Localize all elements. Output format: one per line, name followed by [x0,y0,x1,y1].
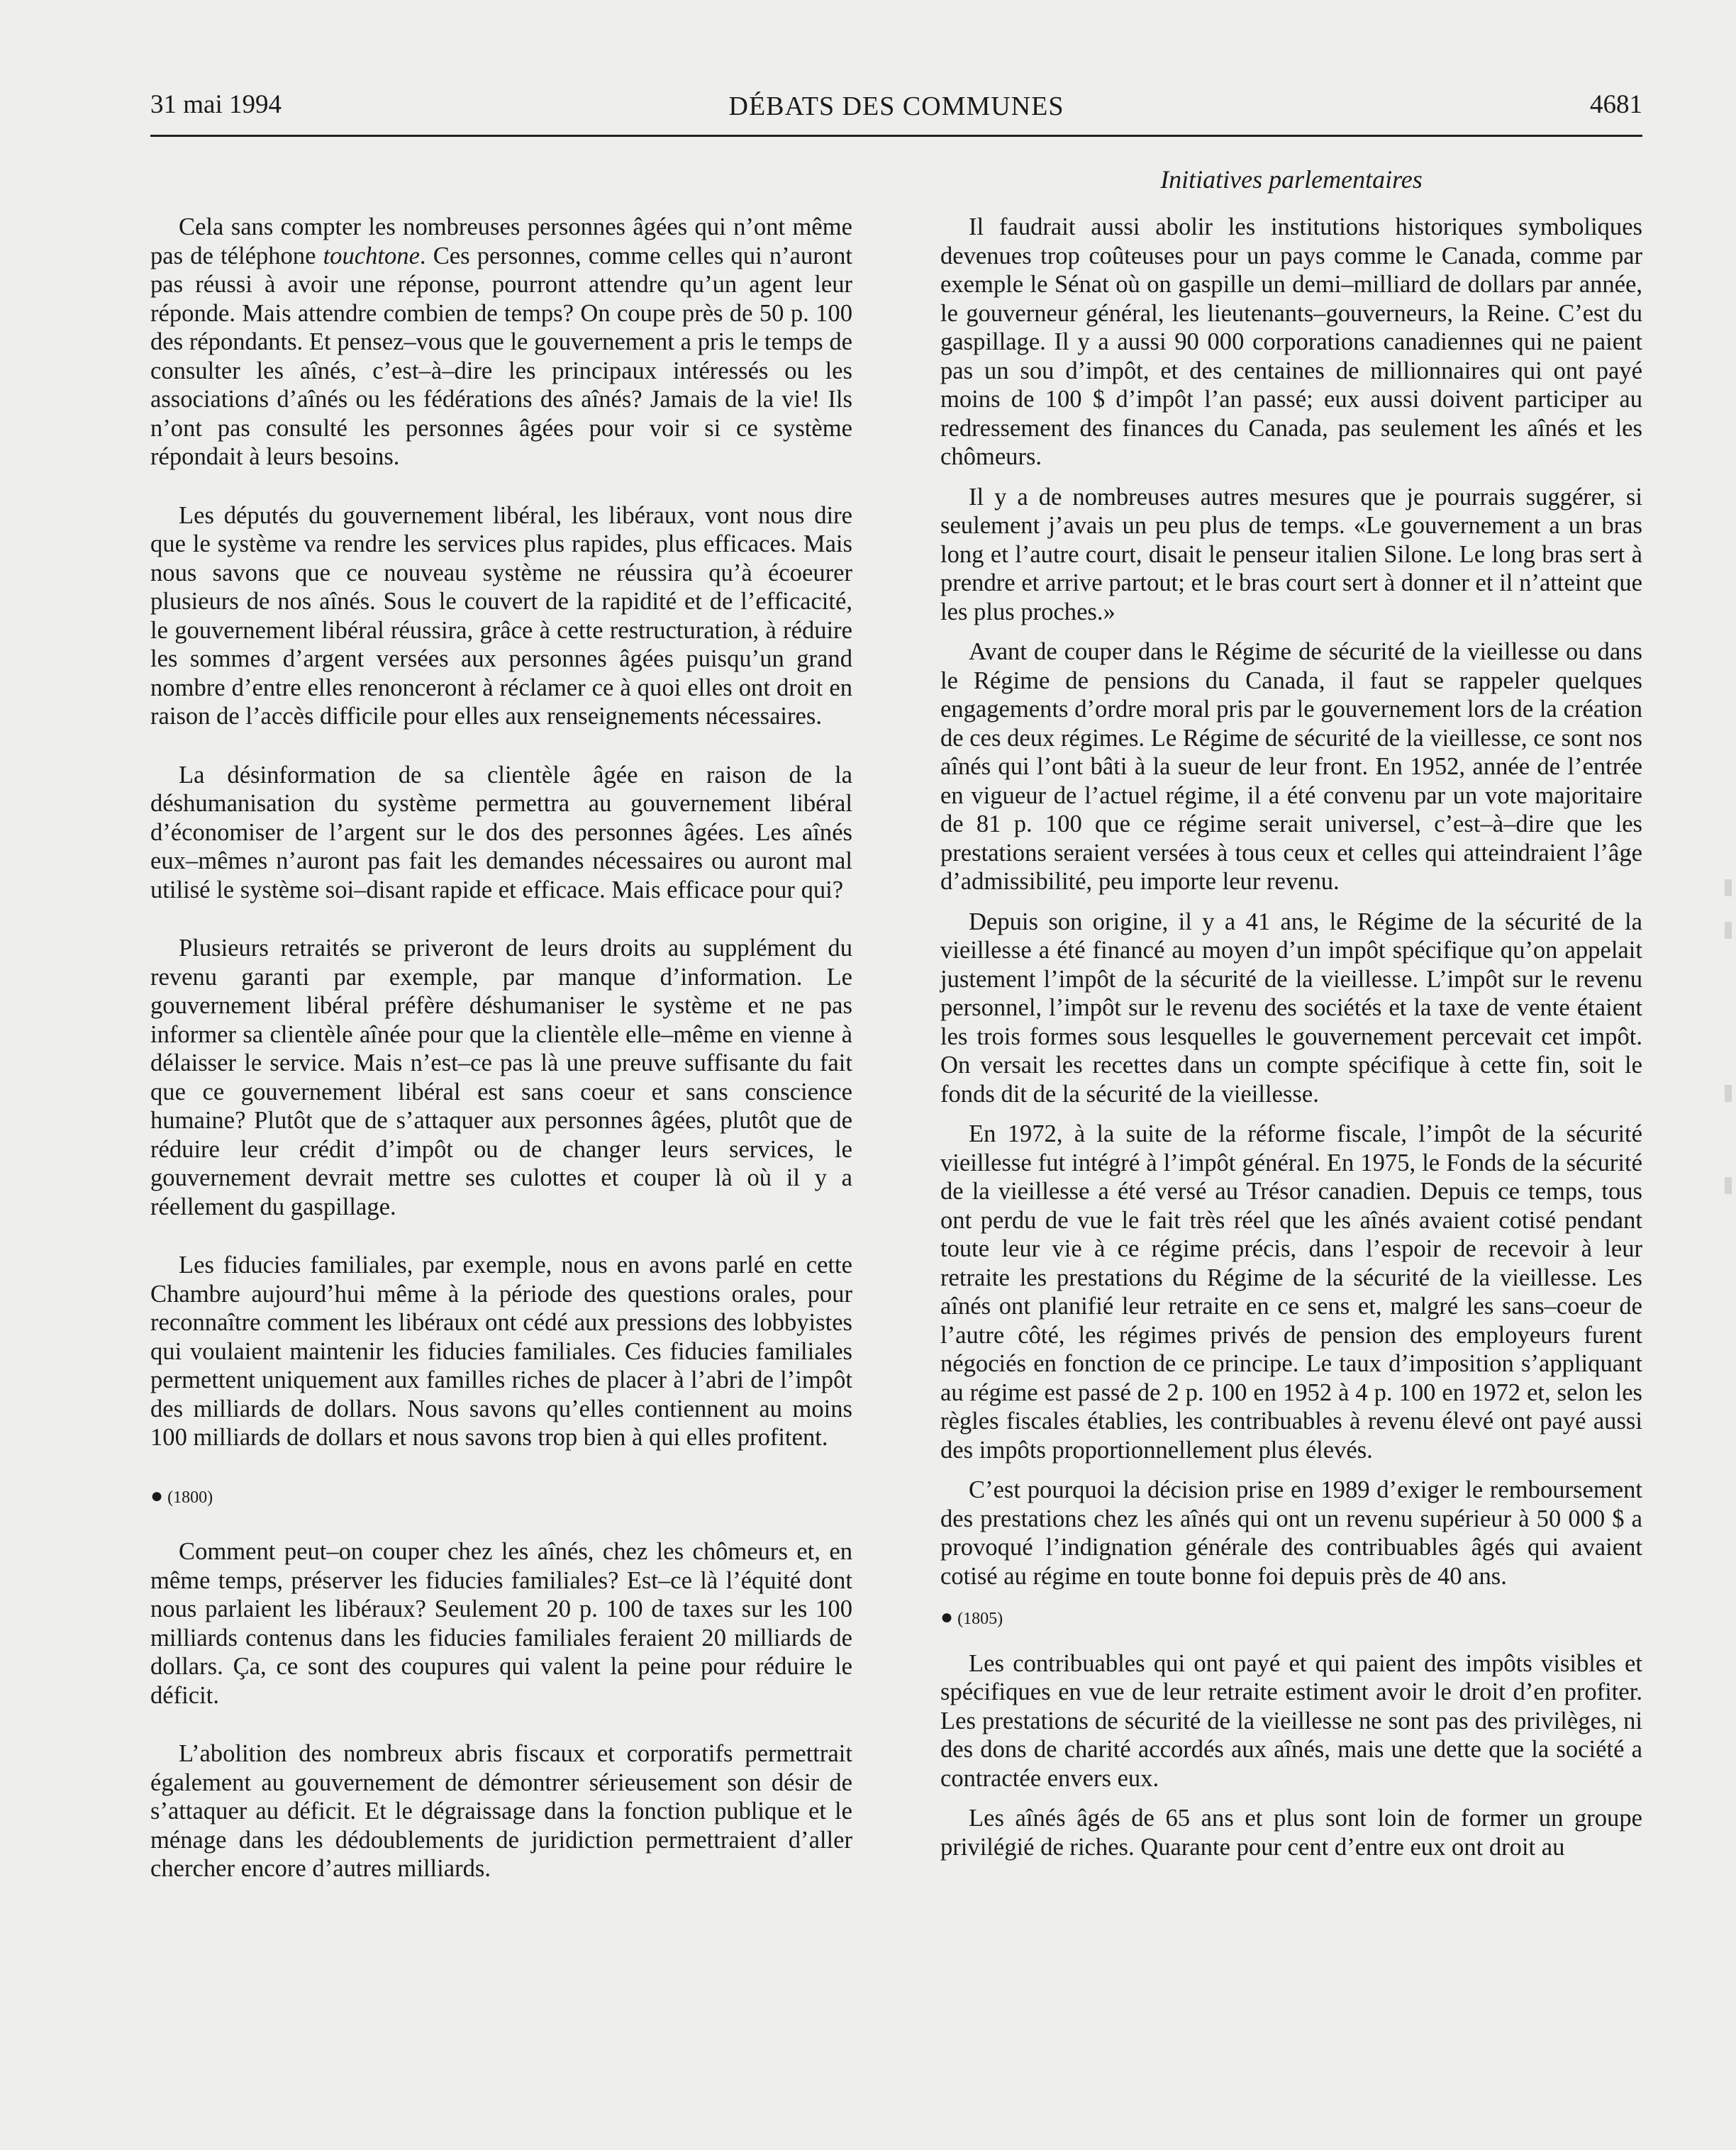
paragraph: Les aînés âgés de 65 ans et plus sont loin de former un groupe privilégié de riches. Quarante pour cent d’entre eux ont droit au [940,1805,1642,1861]
paragraph: La désinformation de sa clientèle âgée en raison de la déshumanisation du système permettra au gouvernement libéral d’économiser de l’argent sur le dos des personnes âgées. Les aînés eux–mêmes n’auront pas fait les demandes nécessaires ou auront mal utilisé le système soi–disant rapide et efficace. Mais efficace pour qui? [150,761,852,903]
paragraph: Il faudrait aussi abolir les institutions historiques symboliques devenues trop coûteuses pour un pays comme le Canada, comme par exemple le Sénat où on gaspille un demi–milliard de dollars par année, le gouverneur général, les lieutenants–gouverneurs, la Reine. C’est du gaspillage. Il y a aussi 90 000 corporations canadiennes qui ne paient pas un sou d’impôt, et des centaines de millionnaires qui ont payé moins de 100 $ d’impôt l’an passé; eux aussi doivent participer au redressement des finances du Canada, pas seulement les aînés et les chômeurs. [940,213,1642,470]
header-page-number: 4681 [1590,90,1642,119]
scan-artifact [1725,879,1732,896]
time-marker: ● (1805) [940,1605,1003,1629]
paragraph: Les fiducies familiales, par exemple, nous en avons parlé en cette Chambre aujourd’hui même à la période des questions orales, pour reconnaître comment les libéraux ont cédé aux pressions des lobbyistes qui voulaient maintenir les fiducies familiales. Ces fiducies familiales permettent uniquement aux familles riches de placer à l’abri de l’impôt des milliards de dollars. Nous savons qu’elles contiennent au moins 100 milliards de dollars et nous savons trop bien à qui elles profitent. [150,1252,852,1451]
header-title: DÉBATS DES COMMUNES [728,91,1064,121]
bullet-icon: ● [940,1605,954,1629]
scan-artifact [1725,1085,1732,1102]
paragraph: L’abolition des nombreux abris fiscaux et corporatifs permettrait également au gouvernement de démontrer sérieusement son désir de s’attaquer au déficit. Et le dégraissage dans la fonction publique et le ménage dans les dédoublements de juridiction permettraient d’aller chercher encore d’autres milliards. [150,1740,852,1882]
italic-term: touchtone [323,242,420,269]
paragraph: Comment peut–on couper chez les aînés, chez les chômeurs et, en même temps, préserver les fiducies familiales? Est–ce là l’équité dont nous parlaient les libéraux? Seulement 20 p. 100 de taxes sur les 100 milliards contenus dans les fiducies familiales feraient 20 milliards de dollars. Ça, ce sont des coupures qui valent la peine pour réduire le déficit. [150,1538,852,1709]
section-label: Initiatives parlementaires [1160,165,1423,194]
right-column [940,213,1642,1873]
scan-artifact [1725,1177,1732,1194]
paragraph: Les contribuables qui ont payé et qui paient des impôts visibles et spécifiques en vue de leur retraite estiment avoir le droit d’en profiter. Les prestations de sécurité de la vieillesse ne sont pas des privilèges, ni des dons de charité accordés aux aînés, mais une dette que la société a contractée envers eux. [940,1649,1642,1792]
header-date: 31 mai 1994 [150,90,282,119]
paragraph: En 1972, à la suite de la réforme fiscale, l’impôt de la sécurité vieillesse fut intégré à l’impôt général. En 1975, le Fonds de la sécurité de la vieillesse a été versé au Trésor canadien. Depuis ce temps, tous ont perdu de vue le fait très réel que les aînés avaient cotisé pendant toute leur vie à ce régime précis, dans l’espoir de recevoir à leur retraite les prestations du Régime de la sécurité de la vieillesse. Les aînés ont planifié leur retraite en ce sens et, malgré les sans–coeur de l’autre côté, les régimes privés de pension des employeurs furent négociés en fonction de ce principe. Le taux d’imposition s’appliquant au régime est passé de 2 p. 100 en 1952 à 4 p. 100 en 1972 et, selon les règles fiscales établies, les contribuables à revenu élevé ont payé aussi des impôts proportionnellement plus élevés. [940,1120,1642,1464]
page-header [150,84,1642,137]
paragraph: Cela sans compter les nombreuses personnes âgées qui n’ont même pas de téléphone touchtone. Ces personnes, comme celles qui n’auront pas réussi à avoir une réponse, pourront attendre qu’un agent leur réponde. Mais attendre combien de temps? On coupe près de 50 p. 100 des répondants. Et pensez–vous que le gouvernement a pris le temps de consulter les aînés, c’est–à–dire les principaux intéressés ou les associations d’aînés ou les fédérations des aînés? Jamais de la vie! Ils n’ont pas consulté les personnes âgées pour voir si ce système répondait à leurs besoins. [150,213,852,470]
time-marker: ● (1800) [150,1483,213,1508]
paragraph: Les députés du gouvernement libéral, les libéraux, vont nous dire que le système va rendre les services plus rapides, plus efficaces. Mais nous savons que ce nouveau système ne réussira qu’à écoeurer plusieurs de nos aînés. Sous le couvert de la rapidité et de l’efficacité, le gouvernement libéral réussira, grâce à cette restructuration, à réduire les sommes d’argent versées aux personnes âgées puisqu’un grand nombre d’entre elles renonceront à réclamer ce à quoi elles ont droit en raison de l’accès difficile pour elles aux renseignements nécessaires. [150,501,852,730]
paragraph: Plusieurs retraités se priveront de leurs droits au supplément du revenu garanti par exemple, par manque d’information. Le gouvernement libéral préfère déshumaniser le système et ne pas informer sa clientèle aînée pour que la clientèle elle–même en vienne à délaisser le service. Mais n’est–ce pas là une preuve suffisante du fait que ce gouvernement libéral est sans coeur et sans conscience humaine? Plutôt que de s’attaquer aux personnes âgées, plutôt que de réduire leur crédit d’impôt ou de changer leurs services, le gouvernement devrait mettre ses culottes et couper là où il y a réellement du gaspillage. [150,935,852,1220]
paragraph: C’est pourquoi la décision prise en 1989 d’exiger le remboursement des prestations chez les aînés qui ont un revenu supérieur à 50 000 $ a provoqué l’indignation générale des contribuables âgés qui avaient cotisé au régime en toute bonne foi depuis près de 40 ans. [940,1476,1642,1590]
paragraph: Depuis son origine, il y a 41 ans, le Régime de la sécurité de la vieillesse a été financé au moyen d’un impôt spécifique qu’on appelait justement l’impôt de la sécurité de la vieillesse. L’impôt sur le revenu personnel, l’impôt sur le revenu des sociétés et la taxe de vente étaient les trois formes sous lesquelles le gouvernement percevait cet impôt. On versait les recettes dans un compte spécifique à cette fin, soit le fonds dit de la sécurité de la vieillesse. [940,908,1642,1108]
paragraph: Il y a de nombreuses autres mesures que je pourrais suggérer, si seulement j’avais un peu plus de temps. «Le gouvernement a un bras long et l’autre court, disait le penseur italien Silone. Le long bras sert à prendre et arrive partout; et le bras court sert à donner et il n’atteint que les plus proches.» [940,483,1642,625]
bullet-icon: ● [150,1483,164,1508]
scan-artifact [1725,922,1732,939]
paragraph: Avant de couper dans le Régime de sécurité de la vieillesse ou dans le Régime de pensions du Canada, il faut se rappeler quelques engagements d’ordre moral pris par le gouvernement lors de la création de ces deux régimes. Le Régime de sécurité de la vieillesse, ce sont nos aînés qui l’ont bâti à la sueur de leur front. En 1952, année de l’entrée en vigueur de l’actuel régime, il a été convenu par un vote majoritaire de 81 p. 100 que ce régime serait universel, c’est–à–dire que les prestations seraient versées à tous ceux et celles qui atteindraient l’âge d’admissibilité, peu importe leur revenu. [940,638,1642,895]
left-column [150,213,852,1913]
